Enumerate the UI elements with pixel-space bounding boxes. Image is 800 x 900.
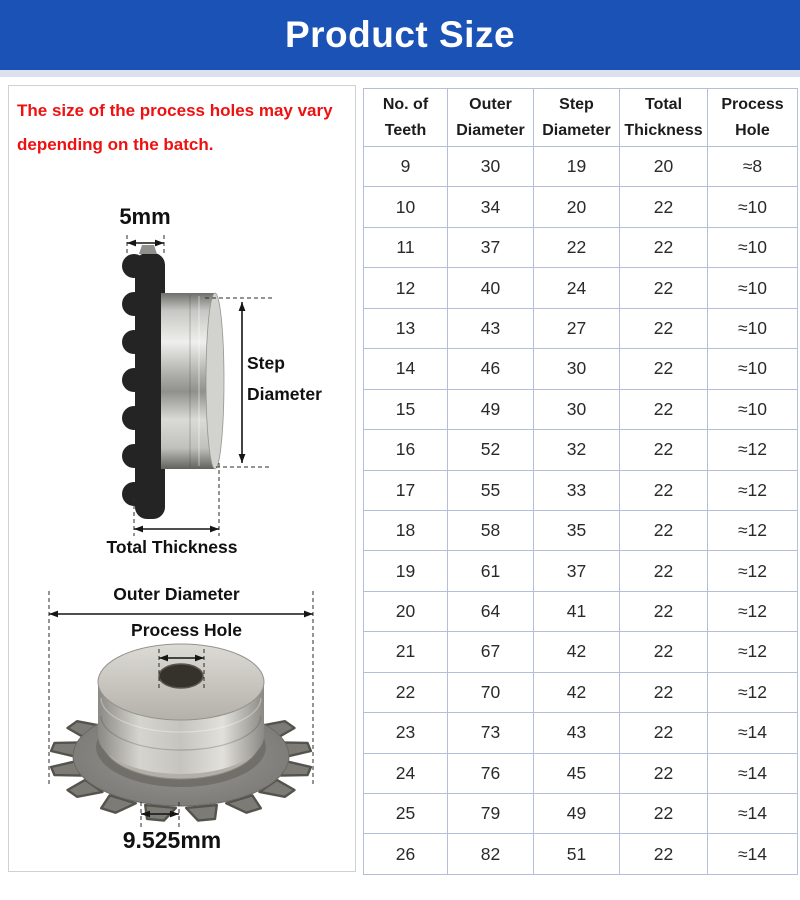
table-cell: 22 xyxy=(620,591,708,631)
table-cell: ≈12 xyxy=(708,430,798,470)
table-cell: 20 xyxy=(620,147,708,187)
table-cell: 20 xyxy=(364,591,448,631)
column-header-hole: Process Hole xyxy=(708,89,798,147)
table-cell: ≈14 xyxy=(708,753,798,793)
table-cell: 37 xyxy=(534,551,620,591)
table-cell: 22 xyxy=(620,389,708,429)
table-row xyxy=(364,713,798,753)
table-row xyxy=(364,591,798,631)
table-row xyxy=(364,632,798,672)
table-row xyxy=(364,308,798,348)
table-cell: 34 xyxy=(448,187,534,227)
table-cell: 76 xyxy=(448,753,534,793)
table-cell: 21 xyxy=(364,632,448,672)
column-header-outer: Outer Diameter xyxy=(448,89,534,147)
page-header xyxy=(0,0,800,70)
table-row xyxy=(364,268,798,308)
table-cell: 24 xyxy=(534,268,620,308)
table-cell: ≈12 xyxy=(708,672,798,712)
table-cell: 58 xyxy=(448,510,534,550)
table-cell: 43 xyxy=(448,308,534,348)
table-cell: 55 xyxy=(448,470,534,510)
table-cell: 18 xyxy=(364,510,448,550)
table-cell: ≈10 xyxy=(708,349,798,389)
table-cell: ≈10 xyxy=(708,268,798,308)
table-cell: 17 xyxy=(364,470,448,510)
table-cell: 41 xyxy=(534,591,620,631)
table-cell: 19 xyxy=(364,551,448,591)
notice-text: The size of the process holes may vary depending on the batch. xyxy=(17,101,333,154)
table-cell: 22 xyxy=(620,672,708,712)
table-cell: ≈10 xyxy=(708,308,798,348)
table-cell: 12 xyxy=(364,268,448,308)
table-row xyxy=(364,389,798,429)
table-cell: 22 xyxy=(620,308,708,348)
table-row xyxy=(364,227,798,267)
table-header-row xyxy=(364,89,798,147)
table-cell: 22 xyxy=(620,632,708,672)
table-row xyxy=(364,510,798,550)
table-cell: 42 xyxy=(534,672,620,712)
table-cell: 46 xyxy=(448,349,534,389)
table-row xyxy=(364,349,798,389)
column-header-step: Step Diameter xyxy=(534,89,620,147)
step-diameter-line2: Diameter xyxy=(247,384,322,404)
table-cell: 26 xyxy=(364,834,448,875)
table-cell: 22 xyxy=(620,227,708,267)
dimension-label-total-thickness: Total Thickness xyxy=(106,537,238,557)
table-cell: 43 xyxy=(534,713,620,753)
dimension-label-step-diameter xyxy=(247,348,322,410)
table-cell: 25 xyxy=(364,794,448,834)
sprocket-illustrations xyxy=(9,86,355,871)
table-cell: 22 xyxy=(620,713,708,753)
table-cell: 79 xyxy=(448,794,534,834)
table-cell: ≈12 xyxy=(708,591,798,631)
table-row xyxy=(364,470,798,510)
table-cell: 13 xyxy=(364,308,448,348)
table-row xyxy=(364,551,798,591)
table-cell: 30 xyxy=(534,349,620,389)
column-header-thickness: Total Thickness xyxy=(620,89,708,147)
table-cell: 32 xyxy=(534,430,620,470)
table-cell: 11 xyxy=(364,227,448,267)
table-body xyxy=(364,147,798,875)
table-cell: 64 xyxy=(448,591,534,631)
table-cell: 22 xyxy=(620,794,708,834)
table-cell: 22 xyxy=(620,349,708,389)
table-cell: 49 xyxy=(534,794,620,834)
table-cell: 22 xyxy=(620,430,708,470)
table-cell: 52 xyxy=(448,430,534,470)
table-cell: 33 xyxy=(534,470,620,510)
table-cell: 61 xyxy=(448,551,534,591)
table-row xyxy=(364,187,798,227)
page-title: Product Size xyxy=(284,14,516,55)
dimension-label-tooth-width: 5mm xyxy=(119,204,171,229)
table-cell: 27 xyxy=(534,308,620,348)
table-cell: ≈14 xyxy=(708,713,798,753)
diagram-panel xyxy=(8,85,356,872)
table-cell: 15 xyxy=(364,389,448,429)
table-cell: 10 xyxy=(364,187,448,227)
table-cell: 37 xyxy=(448,227,534,267)
table-cell: ≈12 xyxy=(708,470,798,510)
table-cell: 19 xyxy=(534,147,620,187)
spec-table xyxy=(363,88,798,875)
table-row xyxy=(364,147,798,187)
table-cell: ≈14 xyxy=(708,794,798,834)
dimension-label-pitch: 9.525mm xyxy=(122,827,222,853)
step-diameter-line1: Step xyxy=(247,353,285,373)
table-cell: ≈10 xyxy=(708,187,798,227)
table-cell: ≈12 xyxy=(708,632,798,672)
header-accent-strip xyxy=(0,70,800,77)
table-cell: ≈12 xyxy=(708,510,798,550)
table-cell: 9 xyxy=(364,147,448,187)
table-cell: 22 xyxy=(620,268,708,308)
table-row xyxy=(364,794,798,834)
table-cell: 42 xyxy=(534,632,620,672)
column-header-teeth: No. of Teeth xyxy=(364,89,448,147)
table-cell: 20 xyxy=(534,187,620,227)
table-cell: 73 xyxy=(448,713,534,753)
table-cell: 24 xyxy=(364,753,448,793)
table-cell: 22 xyxy=(620,551,708,591)
table-cell: 45 xyxy=(534,753,620,793)
table-cell: ≈10 xyxy=(708,227,798,267)
table-cell: 67 xyxy=(448,632,534,672)
table-cell: ≈10 xyxy=(708,389,798,429)
table-row xyxy=(364,672,798,712)
table-cell: 22 xyxy=(534,227,620,267)
table-cell: 22 xyxy=(620,470,708,510)
table-row xyxy=(364,753,798,793)
table-cell: 82 xyxy=(448,834,534,875)
table-cell: 51 xyxy=(534,834,620,875)
table-cell: ≈12 xyxy=(708,551,798,591)
table-cell: ≈8 xyxy=(708,147,798,187)
table-row xyxy=(364,430,798,470)
table-cell: 35 xyxy=(534,510,620,550)
table-cell: 14 xyxy=(364,349,448,389)
dimension-label-outer-diameter: Outer Diameter xyxy=(113,584,240,604)
table-cell: 22 xyxy=(364,672,448,712)
table-cell: 16 xyxy=(364,430,448,470)
table-cell: 22 xyxy=(620,510,708,550)
table-cell: 23 xyxy=(364,713,448,753)
table-cell: ≈14 xyxy=(708,834,798,875)
table-cell: 22 xyxy=(620,753,708,793)
table-row xyxy=(364,834,798,875)
table-cell: 49 xyxy=(448,389,534,429)
table-cell: 70 xyxy=(448,672,534,712)
table-cell: 30 xyxy=(448,147,534,187)
table-cell: 22 xyxy=(620,187,708,227)
dimension-label-process-hole: Process Hole xyxy=(131,620,242,640)
table-cell: 22 xyxy=(620,834,708,875)
table-cell: 40 xyxy=(448,268,534,308)
table-cell: 30 xyxy=(534,389,620,429)
